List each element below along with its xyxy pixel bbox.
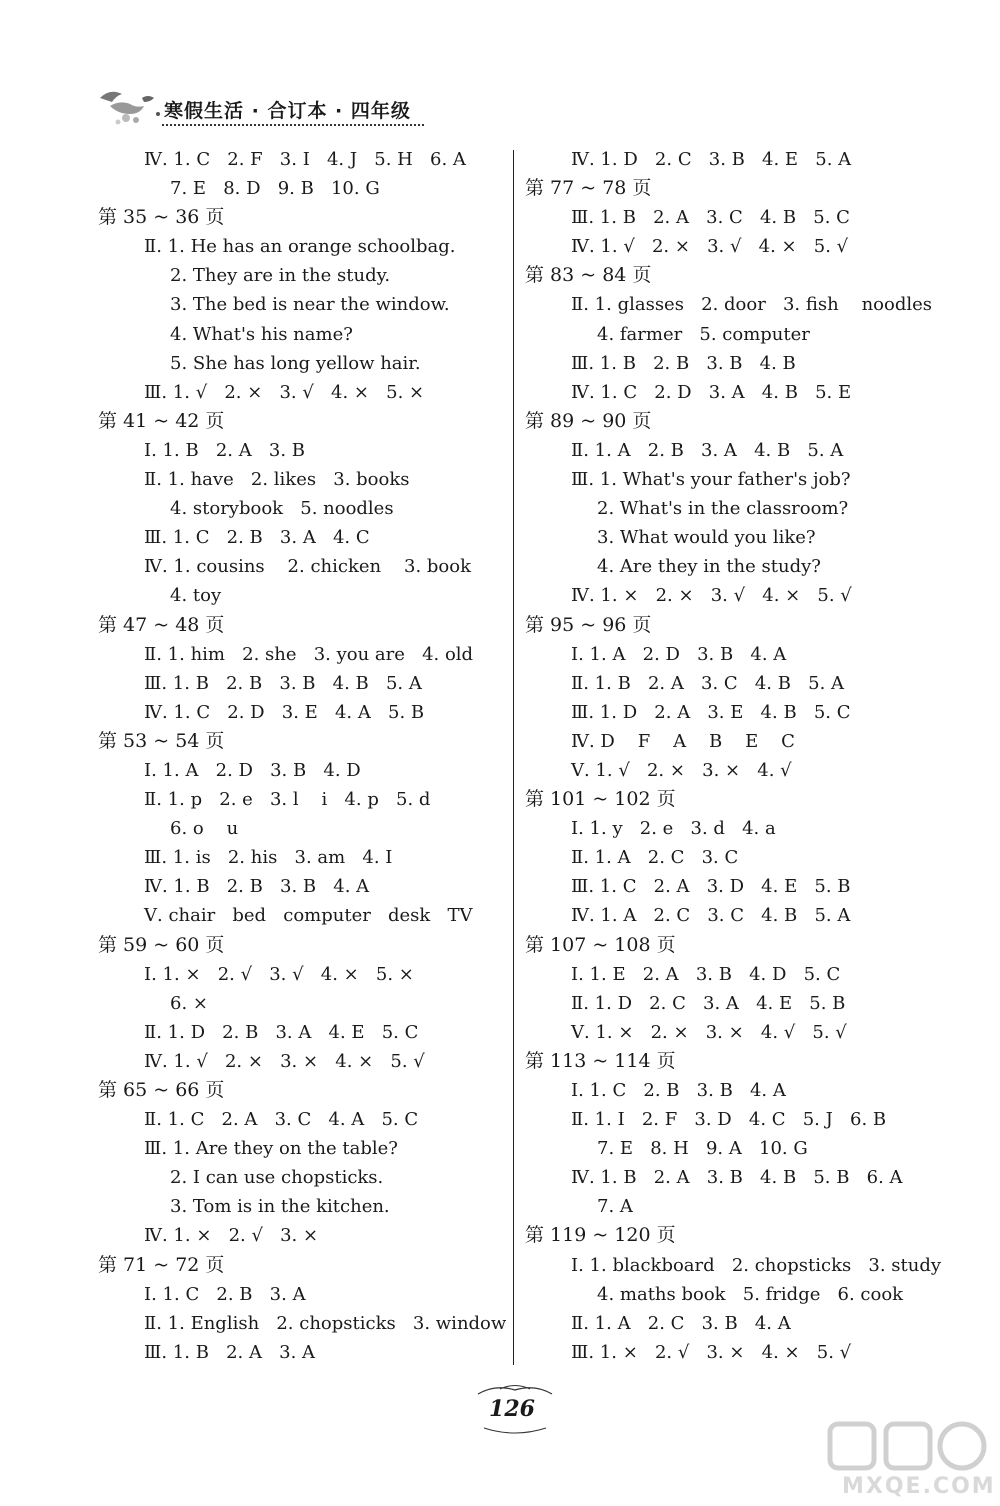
answer-line: Ⅲ. 1. B 2. A 3. C 4. B 5. C <box>571 207 850 229</box>
answer-line: Ⅱ. 1. A 2. C 3. C <box>571 847 739 869</box>
section-heading: 第 53 ~ 54 页 <box>98 729 225 752</box>
answer-line: Ⅲ. 1. × 2. √ 3. × 4. × 5. √ <box>571 1341 852 1363</box>
answer-line: Ⅱ. 1. A 2. C 3. B 4. A <box>571 1312 791 1334</box>
answer-line: Ⅲ. 1. √ 2. × 3. √ 4. × 5. × <box>144 381 425 403</box>
header-dotted-rule <box>162 124 424 126</box>
answer-line: Ⅲ. 1. B 2. B 3. B 4. B <box>571 352 796 374</box>
answer-line: Ⅳ. 1. √ 2. × 3. √ 4. × 5. √ <box>571 236 849 258</box>
answer-line: Ⅳ. 1. √ 2. × 3. × 4. × 5. √ <box>144 1050 425 1072</box>
section-heading: 第 35 ~ 36 页 <box>98 206 225 229</box>
answer-line: 3. What would you like? <box>597 527 816 549</box>
answer-line: Ⅲ. 1. Are they on the table? <box>144 1138 398 1160</box>
answer-line: 5. She has long yellow hair. <box>170 352 421 374</box>
answer-line: 4. maths book 5. fridge 6. cook <box>597 1283 904 1305</box>
answer-line: Ⅱ. 1. C 2. A 3. C 4. A 5. C <box>144 1109 419 1131</box>
section-heading: 第 113 ~ 114 页 <box>525 1049 676 1072</box>
answer-line: Ⅳ. D F A B E C <box>571 730 795 752</box>
answer-line: Ⅰ. 1. A 2. D 3. B 4. D <box>144 759 361 781</box>
answer-line: Ⅱ. 1. He has an orange schoolbag. <box>144 236 456 258</box>
answer-line: Ⅳ. 1. B 2. B 3. B 4. A <box>144 876 370 898</box>
answer-line: 2. I can use chopsticks. <box>170 1167 384 1189</box>
bird-flower-decoration-icon <box>96 84 166 130</box>
answer-line: Ⅱ. 1. have 2. likes 3. books <box>144 469 410 491</box>
answer-line: Ⅰ. 1. y 2. e 3. d 4. a <box>571 818 776 840</box>
answer-line: Ⅳ. 1. C 2. D 3. E 4. A 5. B <box>144 701 425 723</box>
column-divider <box>513 150 514 1365</box>
page-number: 126 <box>489 1396 535 1422</box>
answer-line: Ⅰ. 1. × 2. √ 3. √ 4. × 5. × <box>144 963 414 985</box>
answer-line: Ⅱ. 1. B 2. A 3. C 4. B 5. A <box>571 672 845 694</box>
page-header <box>96 84 426 130</box>
section-heading: 第 83 ~ 84 页 <box>525 264 652 287</box>
left-answer-column <box>98 145 538 1367</box>
answer-line: 6. × <box>170 992 208 1014</box>
answer-line: Ⅳ. 1. C 2. F 3. I 4. J 5. H 6. A <box>144 149 466 170</box>
answer-line: Ⅰ. 1. C 2. B 3. A <box>144 1283 306 1305</box>
answer-line: 4. farmer 5. computer <box>597 323 810 345</box>
answer-line: Ⅳ. 1. × 2. √ 3. × <box>144 1225 319 1247</box>
answer-line: 3. The bed is near the window. <box>170 294 450 316</box>
right-answer-column <box>525 145 945 1367</box>
section-heading: 第 65 ~ 66 页 <box>98 1079 225 1101</box>
answer-line: Ⅱ. 1. p 2. e 3. l i 4. p 5. d <box>144 789 431 811</box>
answer-line: Ⅰ. 1. B 2. A 3. B <box>144 439 306 461</box>
watermark-text: MXQE.COM <box>842 1474 996 1499</box>
answer-line: Ⅰ. 1. A 2. D 3. B 4. A <box>571 643 787 665</box>
answer-line: 4. What's his name? <box>170 323 353 345</box>
section-heading: 第 89 ~ 90 页 <box>525 409 652 432</box>
watermark <box>790 1418 995 1503</box>
answer-line: 6. o u <box>170 818 239 840</box>
section-heading: 第 77 ~ 78 页 <box>525 177 652 200</box>
answer-line: Ⅴ. chair bed computer desk TV <box>144 905 473 927</box>
answer-line: Ⅳ. 1. A 2. C 3. C 4. B 5. A <box>571 905 851 927</box>
answer-line: 2. They are in the study. <box>170 265 391 287</box>
answer-line: Ⅳ. 1. cousins 2. chicken 3. book <box>144 556 471 578</box>
answer-line: Ⅲ. 1. C 2. B 3. A 4. C <box>144 527 370 549</box>
section-heading: 第 47 ~ 48 页 <box>98 613 225 636</box>
answer-line: Ⅱ. 1. English 2. chopsticks 3. window <box>144 1312 507 1334</box>
answer-line: Ⅴ. 1. √ 2. × 3. × 4. √ <box>571 759 792 781</box>
answer-line: Ⅱ. 1. glasses 2. door 3. fish noodles <box>571 294 933 316</box>
watermark-logo-icon <box>790 1418 995 1478</box>
answer-line: Ⅲ. 1. D 2. A 3. E 4. B 5. C <box>571 701 851 723</box>
answer-line: Ⅲ. 1. C 2. A 3. D 4. E 5. B <box>571 876 851 898</box>
answer-line: Ⅰ. 1. blackboard 2. chopsticks 3. study <box>571 1254 942 1276</box>
page-footer <box>470 1380 560 1440</box>
answer-line: Ⅱ. 1. him 2. she 3. you are 4. old <box>144 643 474 665</box>
section-heading: 第 41 ~ 42 页 <box>98 409 225 432</box>
underline-swash-icon <box>470 1424 560 1438</box>
answer-line: 4. Are they in the study? <box>597 556 821 578</box>
answer-line: Ⅲ. 1. What's your father's job? <box>571 469 851 491</box>
answer-line: 4. storybook 5. noodles <box>170 498 394 520</box>
answer-line: Ⅰ. 1. E 2. A 3. B 4. D 5. C <box>571 963 841 985</box>
answer-line: Ⅳ. 1. C 2. D 3. A 4. B 5. E <box>571 381 852 403</box>
answer-line: 2. What's in the classroom? <box>597 498 849 520</box>
answer-line: Ⅲ. 1. is 2. his 3. am 4. I <box>144 847 393 869</box>
answer-line: 4. toy <box>170 585 222 607</box>
answer-line: Ⅳ. 1. D 2. C 3. B 4. E 5. A <box>571 149 852 170</box>
answer-line: Ⅱ. 1. D 2. C 3. A 4. E 5. B <box>571 992 846 1014</box>
answer-line: Ⅲ. 1. B 2. A 3. A <box>144 1341 316 1363</box>
answer-line: 7. A <box>597 1196 633 1218</box>
answer-line: Ⅲ. 1. B 2. B 3. B 4. B 5. A <box>144 672 422 694</box>
answer-line: Ⅴ. 1. × 2. × 3. × 4. √ 5. √ <box>571 1021 847 1043</box>
section-heading: 第 101 ~ 102 页 <box>525 788 676 811</box>
section-heading: 第 95 ~ 96 页 <box>525 613 652 636</box>
section-heading: 第 71 ~ 72 页 <box>98 1253 225 1276</box>
section-heading: 第 107 ~ 108 页 <box>525 933 676 956</box>
section-heading: 第 119 ~ 120 页 <box>525 1224 676 1247</box>
book-title: 寒假生活 · 合订本 · 四年级 <box>164 100 411 122</box>
answer-line: Ⅱ. 1. A 2. B 3. A 4. B 5. A <box>571 439 844 461</box>
answer-line: 7. E 8. H 9. A 10. G <box>597 1138 808 1160</box>
answer-line: Ⅱ. 1. D 2. B 3. A 4. E 5. C <box>144 1021 419 1043</box>
answer-line: 3. Tom is in the kitchen. <box>170 1196 390 1218</box>
answer-line: 7. E 8. D 9. B 10. G <box>170 178 380 200</box>
answer-line: Ⅳ. 1. B 2. A 3. B 4. B 5. B 6. A <box>571 1167 903 1189</box>
section-heading: 第 59 ~ 60 页 <box>98 933 225 956</box>
answer-line: Ⅱ. 1. I 2. F 3. D 4. C 5. J 6. B <box>571 1109 887 1131</box>
answer-line: Ⅳ. 1. × 2. × 3. √ 4. × 5. √ <box>571 585 852 607</box>
answer-line: Ⅰ. 1. C 2. B 3. B 4. A <box>571 1080 786 1101</box>
